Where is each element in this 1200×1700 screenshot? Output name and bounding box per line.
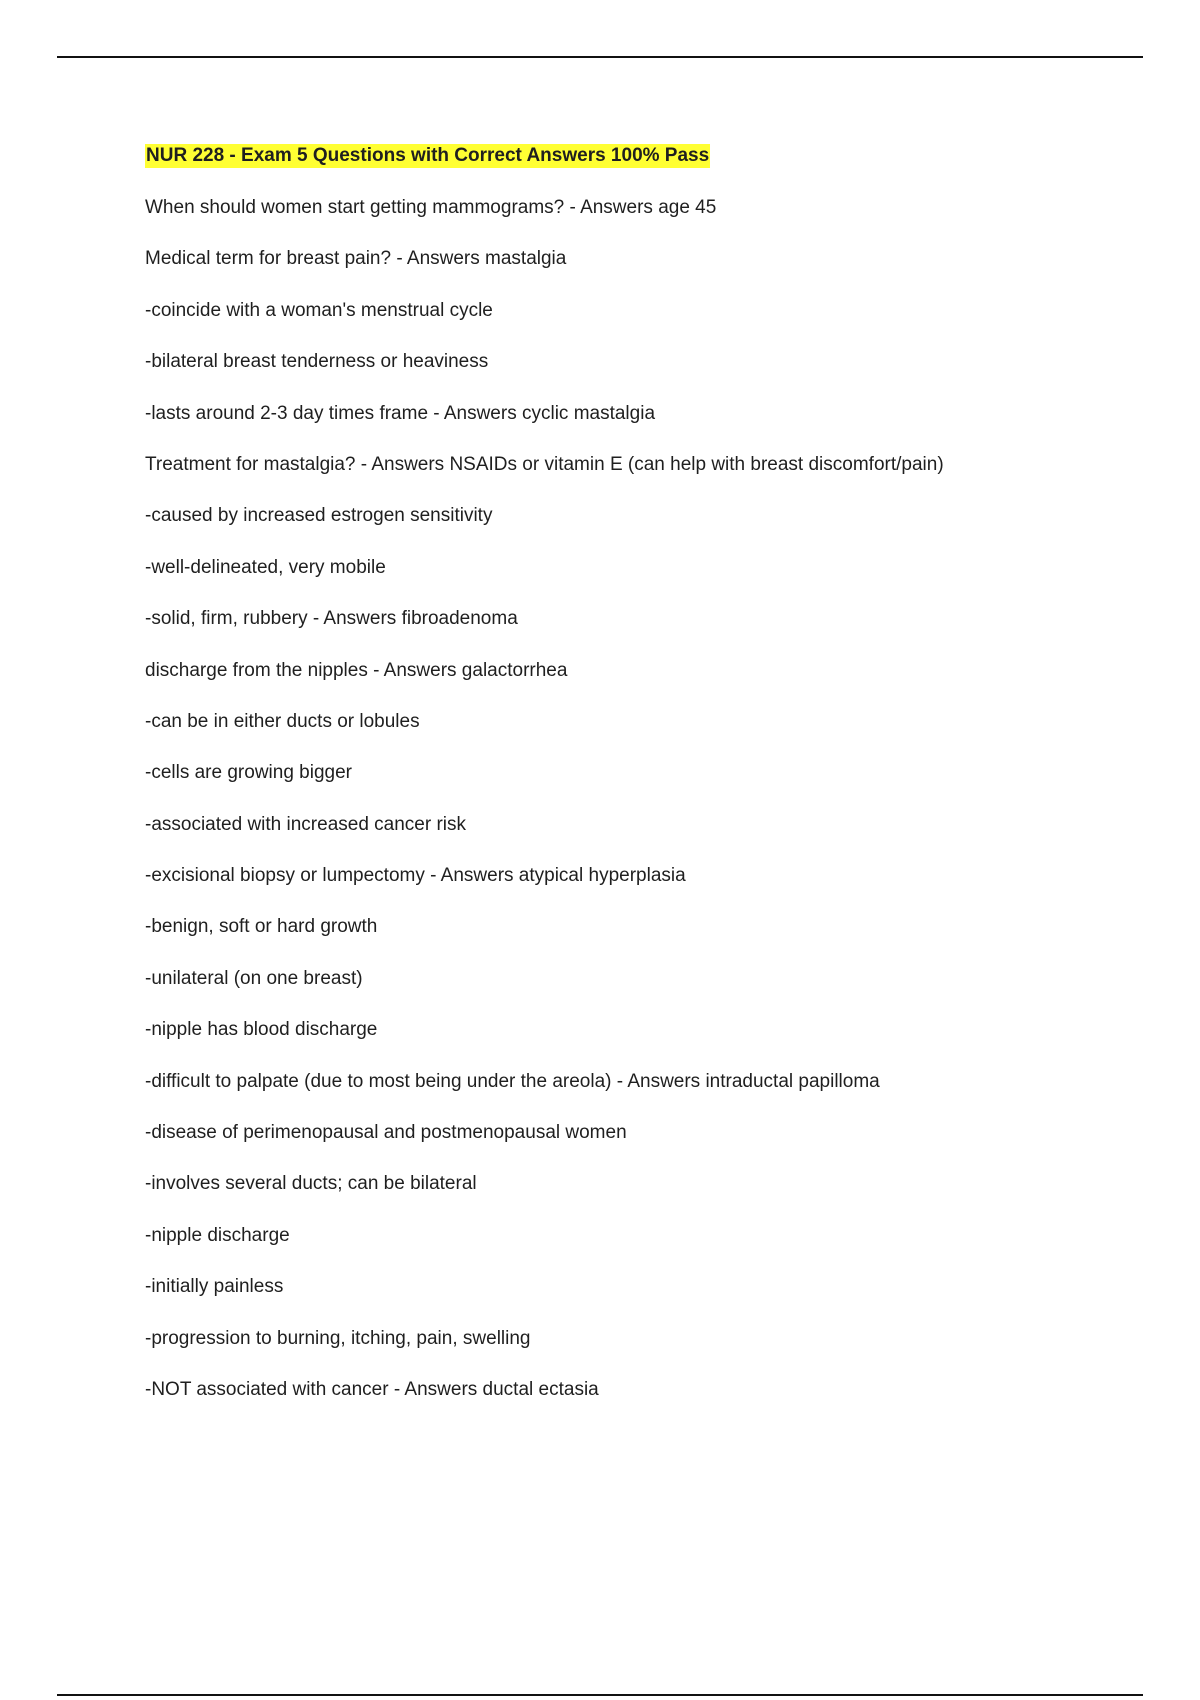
- qa-line: When should women start getting mammograms? - Answers age 45: [145, 197, 717, 218]
- footer-rule: [57, 1694, 1143, 1696]
- qa-line: -cells are growing bigger: [145, 762, 352, 784]
- header-rule: [57, 56, 1143, 58]
- qa-line: -NOT associated with cancer - Answers ductal ectasia: [145, 1378, 599, 1400]
- qa-list: [145, 196, 1145, 1402]
- document-body: [145, 144, 1145, 1402]
- qa-line: -benign, soft or hard growth: [145, 916, 378, 938]
- document-title: NUR 228 - Exam 5 Questions with Correct Answers 100% Pass: [146, 145, 710, 166]
- qa-line: -caused by increased estrogen sensitivity: [145, 505, 493, 527]
- qa-line: Treatment for mastalgia? - Answers NSAIDs or vitamin E (can help with breast discomfort/pain): [145, 453, 944, 475]
- qa-line: -involves several ducts; can be bilateral: [145, 1173, 477, 1195]
- qa-line: Medical term for breast pain? - Answers mastalgia: [145, 248, 567, 270]
- qa-line: discharge from the nipples - Answers galactorrhea: [145, 659, 568, 681]
- qa-line: -lasts around 2-3 day times frame - Answers cyclic mastalgia: [145, 402, 656, 424]
- qa-line: -associated with increased cancer risk: [145, 813, 467, 835]
- qa-line: -unilateral (on one breast): [145, 967, 363, 989]
- qa-line: -excisional biopsy or lumpectomy - Answers atypical hyperplasia: [145, 865, 686, 887]
- qa-line: -can be in either ducts or lobules: [145, 710, 420, 732]
- qa-line: -initially painless: [145, 1276, 284, 1298]
- qa-line: -progression to burning, itching, pain, swelling: [145, 1327, 531, 1349]
- qa-line: -coincide with a woman's menstrual cycle: [145, 299, 493, 321]
- qa-line: -solid, firm, rubbery - Answers fibroadenoma: [145, 608, 518, 630]
- qa-line: -well-delineated, very mobile: [145, 556, 386, 578]
- qa-line: -disease of perimenopausal and postmenopausal women: [145, 1122, 627, 1144]
- qa-line: -difficult to palpate (due to most being under the areola) - Answers intraductal papilloma: [145, 1070, 880, 1092]
- qa-line: -nipple has blood discharge: [145, 1019, 378, 1041]
- qa-line: -bilateral breast tenderness or heaviness: [145, 351, 489, 373]
- qa-line: -nipple discharge: [145, 1224, 290, 1246]
